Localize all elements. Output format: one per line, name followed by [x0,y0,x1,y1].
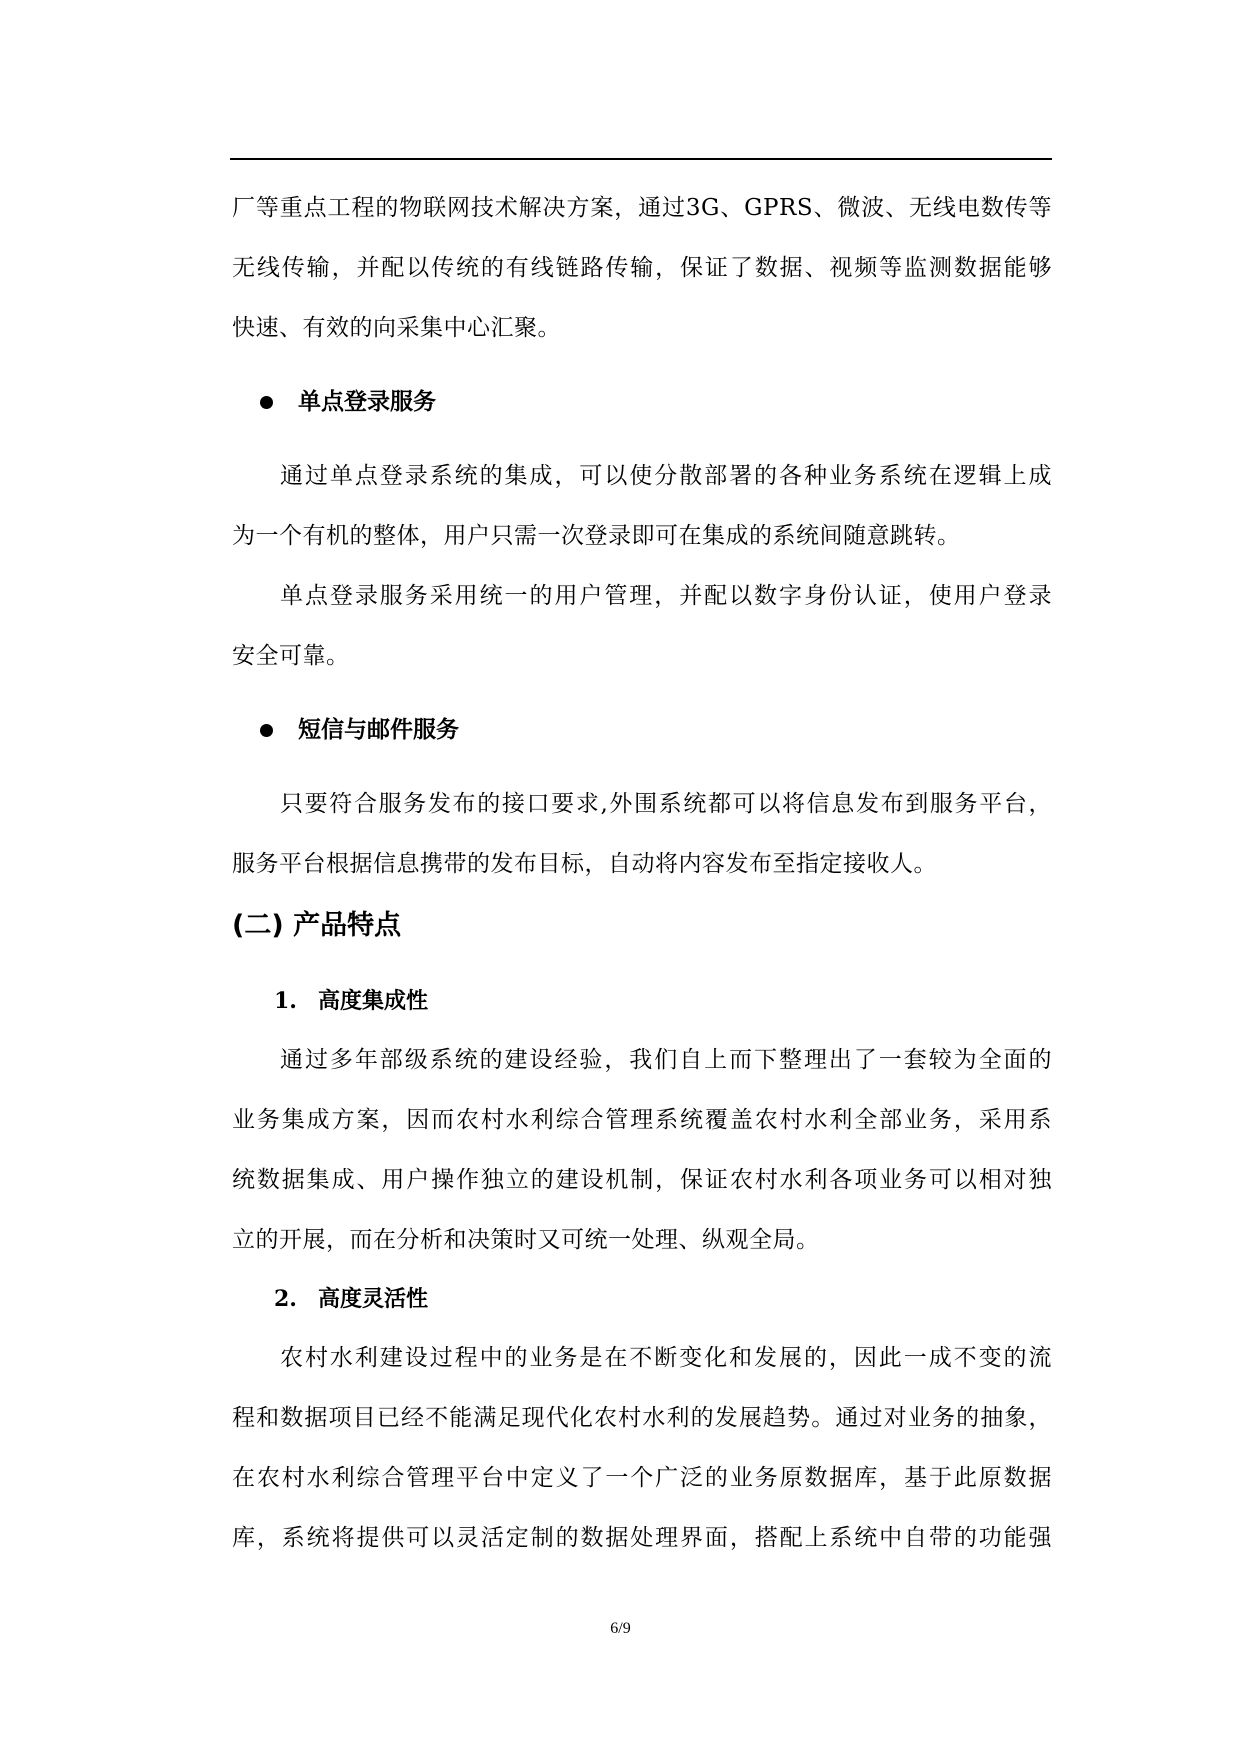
bullet-heading-sso [232,372,1052,432]
paragraph-line: 无线传输，并配以传统的有线链路传输，保证了数据、视频等监测数据能够 [232,255,1052,281]
paragraph-line: 统数据集成、用户操作独立的建设机制，保证农村水利各项业务可以相对独 [232,1167,1052,1193]
page-body [232,178,1052,1568]
heading-text: 高度集成性 [318,989,429,1014]
paragraph-line: 单点登录服务采用统一的用户管理，并配以数字身份认证，使用户登录 [280,583,1052,609]
paragraph-line: 农村水利建设过程中的业务是在不断变化和发展的，因此一成不变的流 [280,1345,1052,1371]
section-title: (二) 产品特点 [232,910,402,941]
paragraph-line: 业务集成方案，因而农村水利综合管理系统覆盖农村水利全部业务，采用系 [232,1107,1052,1133]
paragraph-line: 库，系统将提供可以灵活定制的数据处理界面，搭配上系统中自带的功能强 [232,1525,1052,1551]
paragraph-line: 安全可靠。 [232,643,350,669]
paragraph-line: 通过单点登录系统的集成，可以使分散部署的各种业务系统在逻辑上成 [280,463,1052,489]
paragraph-line: 立的开展，而在分析和决策时又可统一处理、纵观全局。 [232,1227,820,1253]
header-rule [230,158,1052,160]
paragraph-line: 快速、有效的向采集中心汇聚。 [232,315,561,341]
bullet-heading-text: 单点登录服务 [298,389,436,415]
bullet-dot-icon [260,396,273,409]
paragraph-line: 厂等重点工程的物联网技术解决方案，通过3G、GPRS、微波、无线电数传等 [232,195,1052,221]
paragraph-line: 程和数据项目已经不能满足现代化农村水利的发展趋势。通过对业务的抽象， [232,1405,1052,1431]
heading-text: 高度灵活性 [318,1287,429,1312]
heading-number: 2. [274,1286,297,1312]
bullet-heading-sms-email [232,700,1052,760]
bullet-dot-icon [260,724,273,737]
heading-number: 1. [274,988,297,1014]
paragraph-line: 在农村水利综合管理平台中定义了一个广泛的业务原数据库，基于此原数据 [232,1465,1052,1491]
paragraph-line: 只要符合服务发布的接口要求,外围系统都可以将信息发布到服务平台， [280,791,1052,817]
numbered-heading-integration [232,972,1052,1030]
paragraph-line: 服务平台根据信息携带的发布目标，自动将内容发布至指定接收人。 [232,851,937,877]
paragraph-line: 通过多年部级系统的建设经验，我们自上而下整理出了一套较为全面的 [280,1047,1052,1073]
page-number: 6/9 [610,1620,631,1637]
bullet-heading-text: 短信与邮件服务 [298,717,459,743]
paragraph-line: 为一个有机的整体，用户只需一次登录即可在集成的系统间随意跳转。 [232,523,961,549]
numbered-heading-flexibility [232,1270,1052,1328]
